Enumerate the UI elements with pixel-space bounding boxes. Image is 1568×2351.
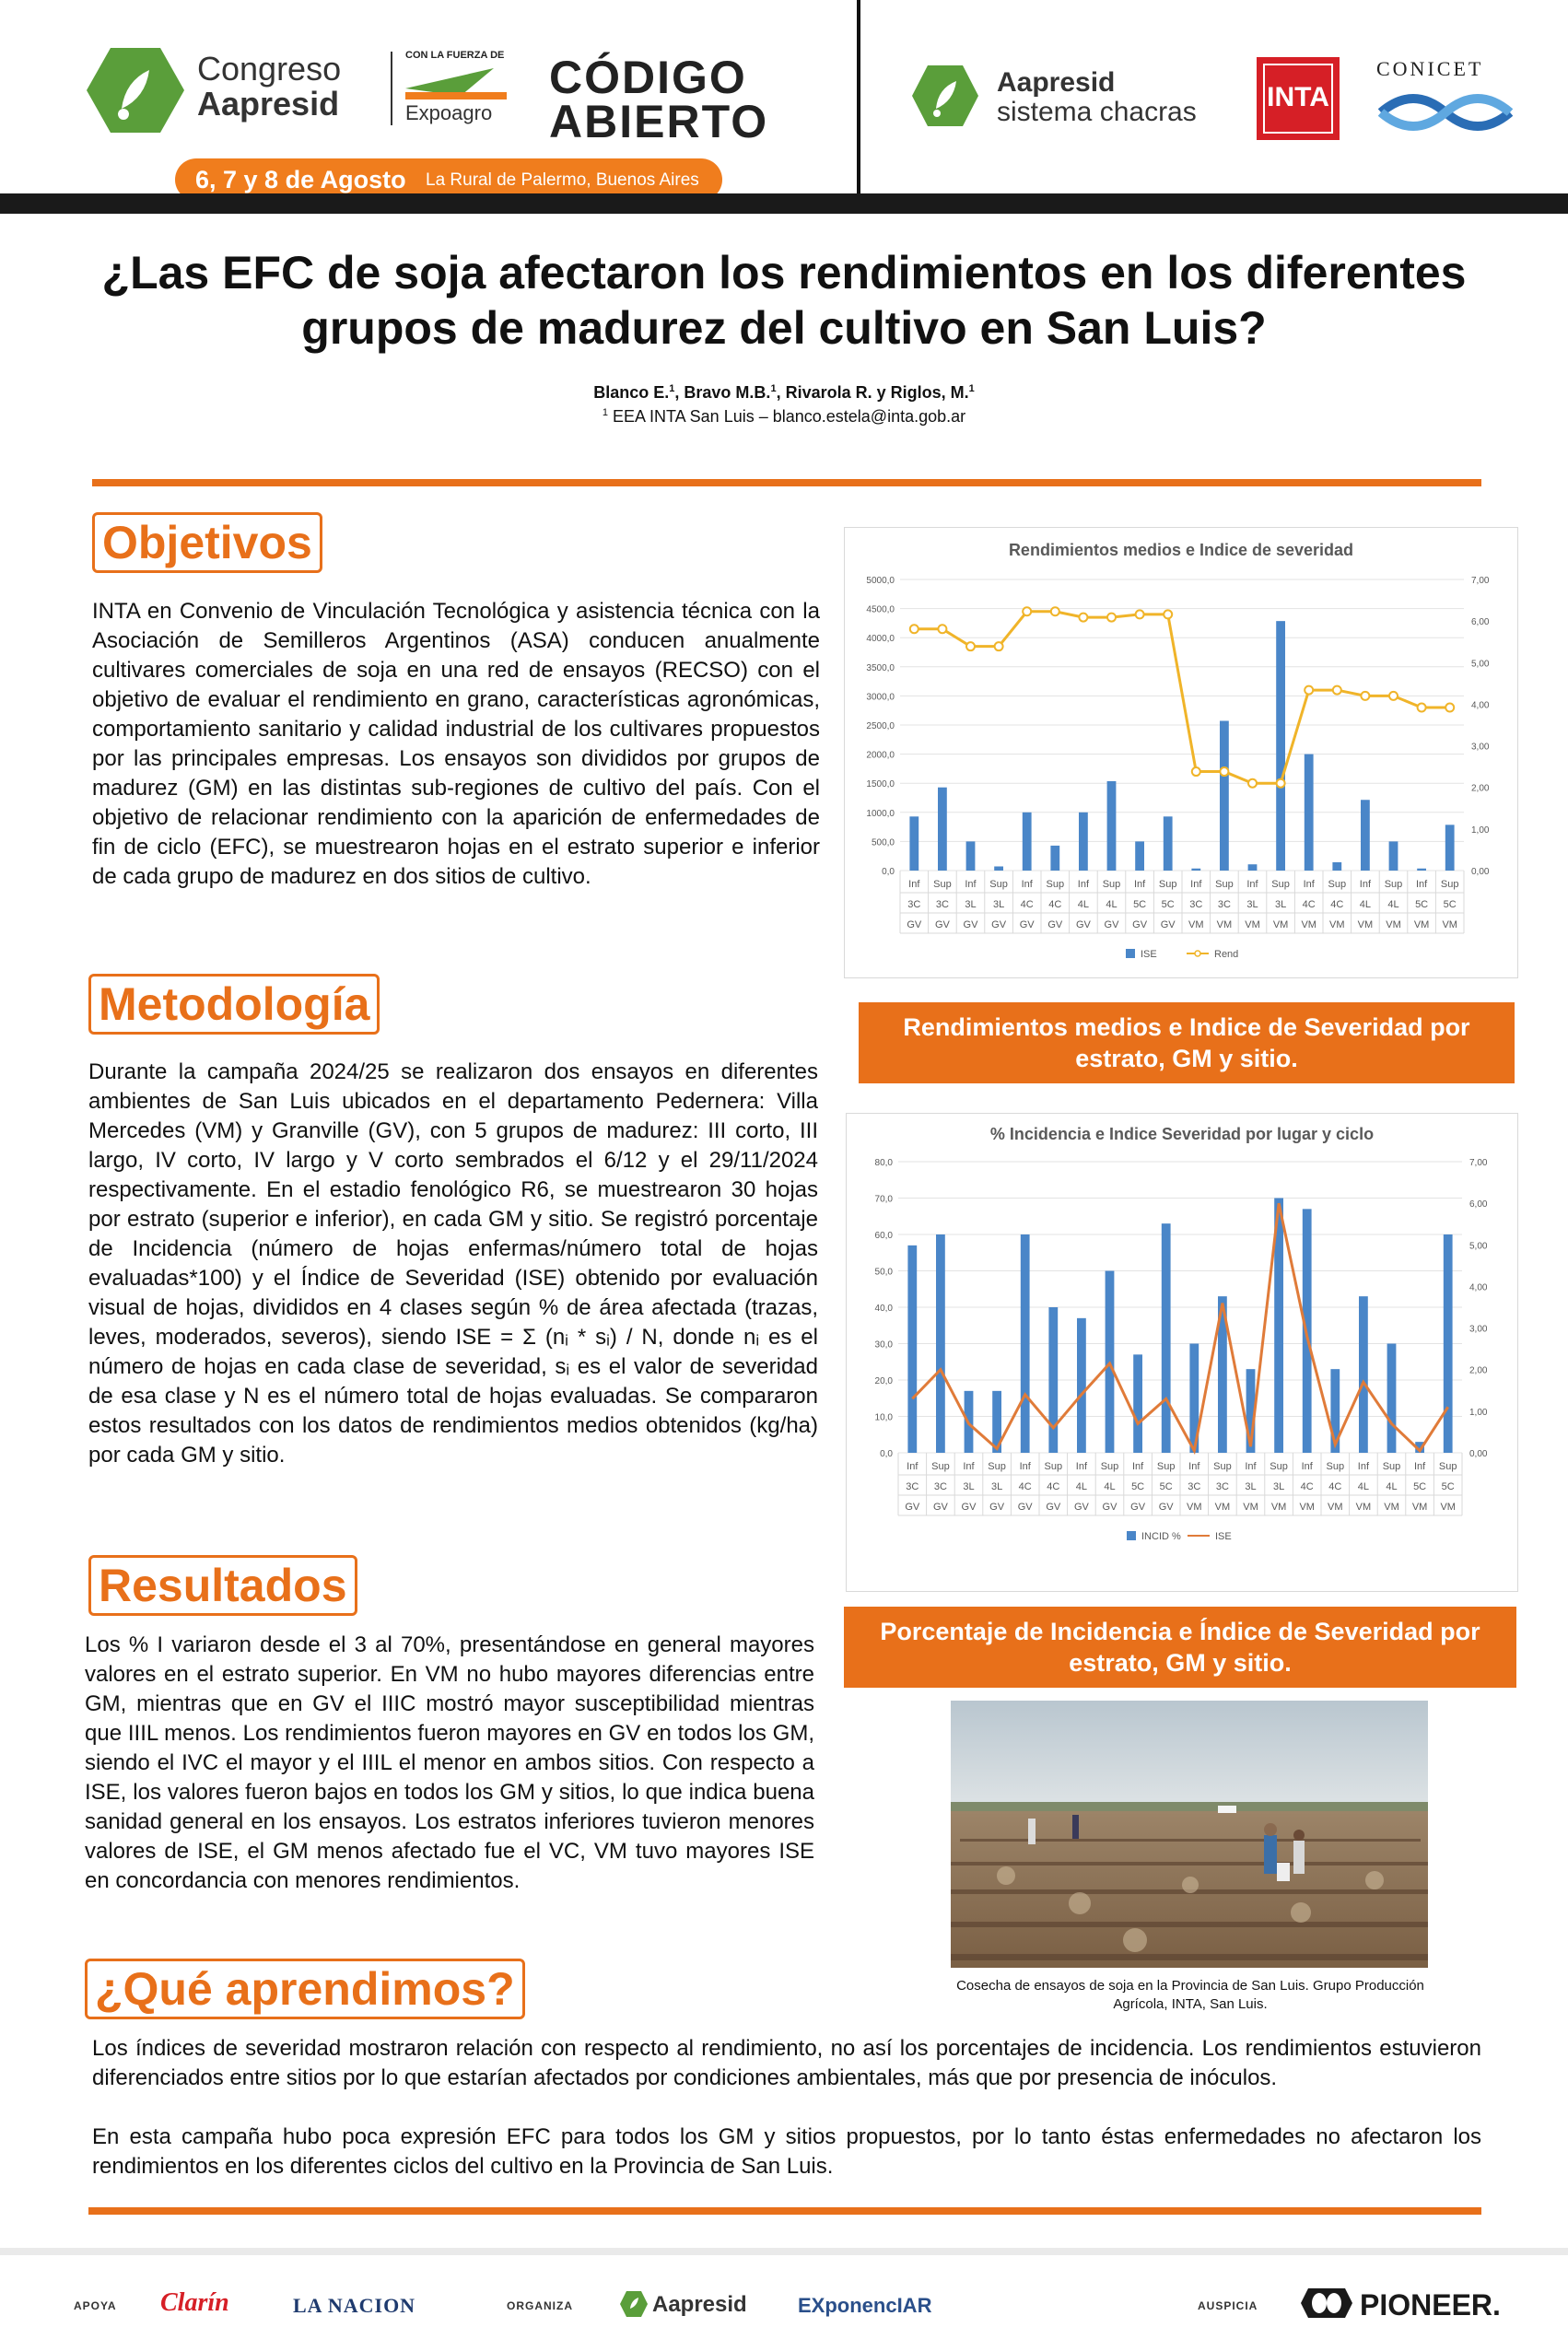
line-point-7 <box>1107 614 1116 622</box>
x-tick-label: Sup <box>1440 879 1459 890</box>
y-right-tick-label: 7,00 <box>1469 1158 1488 1168</box>
x-tick-label: 3L <box>990 1481 1003 1492</box>
header-separator <box>857 0 860 193</box>
que-aprendimos-text-2: En esta campaña hubo poca expresión EFC para todos los GM y sitios propuestos, por lo tanto éstas enfermedades no afectaron los rendimientos en los diferentes ciclos del cultivo en la Provincia de San Luis. <box>92 2124 1481 2179</box>
y-right-tick-label: 0,00 <box>1469 1449 1488 1459</box>
bar-19 <box>1445 825 1455 871</box>
y-left-tick-label: 30,0 <box>874 1339 893 1351</box>
x-tick-label: Sup <box>1326 1461 1345 1472</box>
y-right-tick-label: 5,00 <box>1471 659 1490 670</box>
inta-logo: INTA <box>1257 57 1340 140</box>
y-right-tick-label: 6,00 <box>1471 617 1490 628</box>
y-right-tick-label: 6,00 <box>1469 1199 1488 1211</box>
apoya-label: APOYA <box>74 2299 117 2312</box>
x-tick-label: 4L <box>1386 1481 1398 1492</box>
y-left-tick-label: 3500,0 <box>866 662 895 673</box>
x-tick-label: 4C <box>1302 899 1316 910</box>
x-tick-label: 5C <box>1159 1481 1173 1492</box>
x-tick-label: GV <box>932 1502 948 1513</box>
legend-bar-label: ISE <box>1141 949 1157 960</box>
x-tick-label: VM <box>1214 1502 1231 1513</box>
x-tick-label: GV <box>1132 919 1148 930</box>
x-tick-label: 4C <box>1300 1481 1314 1492</box>
x-tick-label: Sup <box>933 879 952 890</box>
y-right-tick-label: 1,00 <box>1469 1407 1488 1418</box>
x-tick-label: 3L <box>965 899 977 910</box>
metodologia-heading: Metodología <box>88 974 380 1035</box>
legend-line-marker <box>1195 951 1200 956</box>
bar-10 <box>1191 869 1200 871</box>
x-tick-label: GV <box>991 919 1007 930</box>
x-tick-label: GV <box>934 919 950 930</box>
y-left-tick-label: 80,0 <box>874 1158 893 1168</box>
x-tick-label: Inf <box>1246 879 1258 890</box>
y-left-tick-label: 40,0 <box>874 1304 893 1314</box>
y-left-tick-label: 70,0 <box>874 1194 893 1205</box>
bar-5 <box>1048 1307 1058 1453</box>
x-tick-label: 3C <box>1188 1481 1201 1492</box>
x-tick-label: Inf <box>1303 879 1315 890</box>
line-point-3 <box>995 642 1003 650</box>
congreso-aapresid-logo: Congreso Aapresid <box>197 50 342 123</box>
objetivos-text: INTA en Convenio de Vinculación Tecnológica y asistencia técnica con la Asociación de Semilleros Argentinos (ASA) conducen anualmente cultivares comerciales de soja en una red de ensayos (RECSO) con el objetivo de evaluar el rendimiento en grano, características agronómicas, comportamiento sanitario y calidad industrial de los cultivares propuestos por las principales empresas. Los ensayos son divididos por grupos de madurez (GM) en las distintas sub-regiones de cultivo del país. Con el objetivo de relacionar rendimiento con la aparición de enfermedades de fin de ciclo (EFC), se muestrearon hojas en el estrato superior e inferior de cada grupo de madurez en dos sitios de cultivo. <box>92 599 820 889</box>
x-tick-label: 3C <box>933 1481 947 1492</box>
x-tick-label: GV <box>1073 1502 1089 1513</box>
bar-0 <box>909 816 919 871</box>
bar-5 <box>1050 846 1059 871</box>
sistema-chacras-logo: Aapresid sistema chacras <box>997 67 1197 127</box>
x-tick-label: VM <box>1442 919 1457 930</box>
sponsors-footer <box>0 2248 1568 2351</box>
pioneer-logo: PIONEER. <box>1360 2288 1501 2322</box>
x-tick-label: Sup <box>1438 1461 1457 1472</box>
y-left-tick-label: 2500,0 <box>866 721 895 731</box>
x-tick-label: 3L <box>1274 899 1287 910</box>
incidencia-ise-chart <box>846 1113 1518 1592</box>
line-point-18 <box>1418 704 1426 712</box>
y-left-tick-label: 3000,0 <box>866 692 895 703</box>
poster-header <box>0 0 1568 214</box>
y-right-tick-label: 2,00 <box>1471 783 1490 794</box>
y-right-tick-label: 3,00 <box>1469 1324 1488 1335</box>
x-tick-label: Inf <box>1415 879 1428 890</box>
legend-bar-label: INCID % <box>1141 1531 1181 1542</box>
y-left-tick-label: 4500,0 <box>866 604 895 615</box>
aapresid-leaf-icon <box>85 44 186 136</box>
x-tick-label: Sup <box>1328 879 1347 890</box>
metodologia-text: Durante la campaña 2024/25 se realizaron dos ensayos en diferentes ambientes de San Luis ubicados en el departamento Pedernera: Villa Mercedes (VM) y Granville (GV), con 5 grupos de madurez: III corto, III largo, IV corto, IV largo y V corto sembrados el 6/12 y el 29/11/2024 respectivamente. En el estadio fenológico R6, se muestrearon 30 hojas por estrato (superior e inferior), en cada GM y sitio. Se registró porcentaje de Incidencia (número de hojas enfermas/número total de hojas evaluadas*100) y el Índice de Severidad (ISE) obtenido por evaluación visual de hojas, divididos en 4 clases según % de área afectada (trazas, leves, moderados, severos), siendo ISE = Σ (nᵢ * sᵢ) / N, donde nᵢ es el número de hojas en cada clase de severidad, sᵢ es el valor de severidad de esa clase y N es el número total de hojas evaluadas. Se compararon estos resultados con los datos de rendimientos medios obtenidos (kg/ha) por cada GM y sitio. <box>88 1059 818 1468</box>
x-tick-label: VM <box>1384 1502 1399 1513</box>
x-tick-label: GV <box>963 919 978 930</box>
x-tick-label: 4L <box>1359 899 1372 910</box>
x-tick-label: GV <box>1158 1502 1174 1513</box>
conicet-text: CONICET <box>1376 57 1484 80</box>
x-tick-label: GV <box>1160 919 1176 930</box>
legend-line-label: ISE <box>1215 1531 1232 1542</box>
x-tick-label: GV <box>1046 1502 1061 1513</box>
x-tick-label: VM <box>1187 1502 1202 1513</box>
bar-3 <box>994 866 1003 871</box>
x-tick-label: Inf <box>1077 879 1090 890</box>
x-tick-label: 5C <box>1441 1481 1455 1492</box>
line-point-9 <box>1164 610 1172 618</box>
event-venue: La Rural de Palermo, Buenos Aires <box>426 170 699 190</box>
legend-bar-swatch <box>1127 1531 1136 1540</box>
bar-14 <box>1305 754 1314 871</box>
x-tick-label: VM <box>1245 919 1260 930</box>
y-left-tick-label: 5000,0 <box>866 576 895 586</box>
x-tick-label: 4C <box>1018 1481 1032 1492</box>
x-tick-label: Inf <box>1357 1461 1370 1472</box>
y-left-tick-label: 60,0 <box>874 1231 893 1241</box>
line-point-11 <box>1220 767 1228 776</box>
x-tick-label: 3C <box>935 899 949 910</box>
line-point-12 <box>1248 779 1257 788</box>
logo-divider <box>391 52 392 125</box>
que-aprendimos-heading: ¿Qué aprendimos? <box>85 1959 525 2019</box>
x-tick-label: VM <box>1299 1502 1315 1513</box>
x-tick-label: Inf <box>907 1461 919 1472</box>
x-tick-label: Inf <box>1188 1461 1200 1472</box>
line-point-10 <box>1192 767 1200 776</box>
x-tick-label: GV <box>989 1502 1005 1513</box>
incidencia-ise-svg <box>847 1114 1517 1591</box>
x-tick-label: VM <box>1243 1502 1258 1513</box>
bar-12 <box>1248 864 1258 871</box>
la-nacion-logo: LA NACION <box>293 2294 416 2317</box>
exponenciar-logo: EXponencIAR <box>798 2294 932 2317</box>
x-tick-label: VM <box>1188 919 1204 930</box>
bar-6 <box>1079 813 1088 871</box>
event-date: 6, 7 y 8 de Agosto <box>195 166 406 193</box>
harvest-field-photo <box>951 1701 1428 1968</box>
line-point-0 <box>910 625 919 633</box>
bar-9 <box>1164 816 1173 871</box>
x-tick-label: GV <box>1102 1502 1117 1513</box>
x-tick-label: Inf <box>1301 1461 1313 1472</box>
x-tick-label: VM <box>1270 1502 1287 1513</box>
bar-1 <box>936 1234 945 1453</box>
x-tick-label: 3C <box>906 1481 919 1492</box>
x-tick-label: VM <box>1301 919 1316 930</box>
x-tick-label: Sup <box>931 1461 950 1472</box>
bar-19 <box>1444 1234 1453 1453</box>
line-point-19 <box>1445 704 1454 712</box>
line-point-2 <box>966 642 975 650</box>
x-tick-label: VM <box>1357 919 1374 930</box>
authors: Blanco E.$^1$, Bravo M.B.$^1$, Rivarola R. y Riglos, M.$^1$ <box>593 383 975 402</box>
line-point-5 <box>1051 607 1059 615</box>
affiliation: $^1$ EEA INTA San Luis – blanco.estela@inta.gob.ar <box>602 407 966 426</box>
bar-7 <box>1107 781 1117 871</box>
poster-title: ¿Las EFC de soja afectaron los rendimientos en los diferentes grupos de madurez del cultivo en San Luis? <box>101 247 1467 354</box>
rendimientos-ise-svg <box>845 528 1517 977</box>
legend-bar-swatch <box>1126 949 1135 958</box>
sistema-chacras-leaf-icon <box>910 63 980 129</box>
x-tick-label: 4L <box>1106 899 1117 910</box>
x-tick-label: Inf <box>1019 1461 1031 1472</box>
y-right-tick-label: 0,00 <box>1471 867 1490 877</box>
x-tick-label: Sup <box>1046 879 1065 890</box>
x-tick-label: 4C <box>1047 1481 1060 1492</box>
bar-2 <box>966 841 976 871</box>
x-tick-label: VM <box>1386 919 1401 930</box>
x-tick-label: Sup <box>989 879 1008 890</box>
bar-17 <box>1387 1344 1397 1454</box>
bar-11 <box>1220 720 1229 871</box>
title-divider <box>92 479 1481 486</box>
x-tick-label: 3C <box>1217 899 1231 910</box>
header-bottom-band <box>0 193 1568 214</box>
x-tick-label: Sup <box>1044 1461 1063 1472</box>
clarin-logo: Clarín <box>160 2288 229 2317</box>
bar-4 <box>1021 1234 1030 1453</box>
expoagro-text: Expoagro <box>405 101 493 124</box>
x-tick-label: GV <box>1019 919 1035 930</box>
x-tick-label: VM <box>1328 1502 1343 1513</box>
line-point-13 <box>1277 779 1285 788</box>
chart-title: Rendimientos medios e Indice de severidad <box>1008 541 1354 559</box>
x-tick-label: Inf <box>965 879 977 890</box>
bar-6 <box>1077 1318 1086 1453</box>
x-tick-label: Inf <box>1133 879 1146 890</box>
x-tick-label: VM <box>1411 1502 1428 1513</box>
bar-17 <box>1389 841 1398 871</box>
x-tick-label: VM <box>1272 919 1289 930</box>
bar-4 <box>1023 813 1032 871</box>
conicet-emblem-icon <box>1376 85 1515 138</box>
x-tick-label: Sup <box>1384 879 1403 890</box>
line-point-1 <box>938 625 946 633</box>
que-aprendimos-text-1: Los índices de severidad mostraron relación con respecto al rendimiento, no así los porcentajes de incidencia. Los rendimientos estuvieron diferenciados entre sitios por lo que estarían afectados por condiciones ambientales, más que por presencia de inóculos. <box>92 2036 1481 2090</box>
x-tick-label: Inf <box>908 879 920 890</box>
x-tick-label: Sup <box>988 1461 1006 1472</box>
y-right-tick-label: 4,00 <box>1471 700 1490 711</box>
y-right-tick-label: 2,00 <box>1469 1365 1488 1376</box>
x-tick-label: 3L <box>992 899 1005 910</box>
x-tick-label: GV <box>1130 1502 1146 1513</box>
x-tick-label: 5C <box>1161 899 1175 910</box>
x-tick-label: 3L <box>963 1481 975 1492</box>
x-tick-label: 3L <box>1245 1481 1257 1492</box>
bar-0 <box>907 1246 917 1453</box>
y-left-tick-label: 1500,0 <box>866 779 895 790</box>
y-right-tick-label: 3,00 <box>1471 742 1490 753</box>
line-point-16 <box>1361 692 1369 700</box>
x-tick-label: 4C <box>1328 1481 1342 1492</box>
bar-18 <box>1417 869 1426 871</box>
bar-13 <box>1276 621 1285 871</box>
x-tick-label: 4L <box>1387 899 1399 910</box>
line-point-6 <box>1079 614 1087 622</box>
y-left-tick-label: 1000,0 <box>866 808 895 819</box>
x-tick-label: VM <box>1440 1502 1456 1513</box>
x-tick-label: 5C <box>1131 1481 1145 1492</box>
y-left-tick-label: 20,0 <box>874 1376 893 1386</box>
x-tick-label: VM <box>1355 1502 1372 1513</box>
x-tick-label: Sup <box>1213 1461 1232 1472</box>
bar-1 <box>938 788 947 871</box>
bottom-divider <box>88 2207 1481 2215</box>
y-right-tick-label: 7,00 <box>1471 576 1490 586</box>
y-left-tick-label: 50,0 <box>874 1267 893 1278</box>
x-tick-label: 4L <box>1077 899 1090 910</box>
y-left-tick-label: 500,0 <box>871 837 895 848</box>
x-tick-label: 3C <box>1189 899 1203 910</box>
x-tick-label: VM <box>1329 919 1345 930</box>
x-tick-label: VM <box>1413 919 1430 930</box>
line-point-4 <box>1023 607 1031 615</box>
x-tick-label: Sup <box>1271 879 1290 890</box>
photo-caption: Cosecha de ensayos de soja en la Provincia de San Luis. Grupo Producción Agrícola, INTA, San Luis. <box>956 1978 1424 2012</box>
y-right-tick-label: 1,00 <box>1471 825 1490 836</box>
x-tick-label: Sup <box>1270 1461 1288 1472</box>
x-tick-label: 3L <box>1272 1481 1285 1492</box>
x-tick-label: GV <box>905 1502 920 1513</box>
pioneer-icon <box>1299 2287 1354 2320</box>
x-tick-label: Sup <box>1158 879 1177 890</box>
x-tick-label: Inf <box>1359 879 1372 890</box>
x-tick-label: 5C <box>1413 1481 1427 1492</box>
x-tick-label: Sup <box>1156 1461 1176 1472</box>
x-tick-label: 4C <box>1048 899 1062 910</box>
x-tick-label: 4L <box>1357 1481 1370 1492</box>
y-left-tick-label: 0,0 <box>882 867 895 877</box>
footer-aapresid-leaf-icon <box>619 2290 649 2318</box>
auspicia-label: AUSPICIA <box>1198 2299 1258 2312</box>
x-tick-label: GV <box>961 1502 977 1513</box>
bar-16 <box>1359 1296 1368 1453</box>
con-la-fuerza-text: CON LA FUERZA DE <box>405 50 505 61</box>
x-tick-label: 5C <box>1443 899 1457 910</box>
x-tick-label: Sup <box>1382 1461 1401 1472</box>
x-tick-label: Inf <box>1131 1461 1144 1472</box>
x-tick-label: 5C <box>1415 899 1429 910</box>
y-right-tick-label: 4,00 <box>1469 1282 1488 1293</box>
x-tick-label: Sup <box>1215 879 1234 890</box>
resultados-text: Los % I variaron desde el 3 al 70%, presentándose en general mayores valores en el estrato superior. En VM no hubo mayores diferencias entre GM, mientras que en GV el IIIC mostró mayor susceptibilidad mientras que IIIL menos. Los rendimientos fueron mayores en GV en todos los GM, siendo el IVC el mayor y el IIIL el menor en ambos sitios. Con respecto a ISE, los valores fueron bajos en todos los GM y sitios, lo que indica buena sanidad general en los ensayos. Los estratos inferiores tuvieron menores valores de ISE, el GM menos afectado fue el VC, VM tuvo mayores ISE en concordancia con menores rendimientos. <box>85 1632 814 1893</box>
chart2-caption: Porcentaje de Incidencia e Índice de Severidad por estrato, GM y sitio. <box>844 1607 1516 1688</box>
bar-8 <box>1135 841 1144 871</box>
x-tick-label: 4L <box>1104 1481 1116 1492</box>
bar-15 <box>1332 862 1341 871</box>
objetivos-heading: Objetivos <box>92 512 322 573</box>
line-point-17 <box>1389 692 1398 700</box>
x-tick-label: 3C <box>1215 1481 1229 1492</box>
y-right-tick-label: 5,00 <box>1469 1241 1488 1252</box>
x-tick-label: 4C <box>1330 899 1344 910</box>
x-tick-label: Inf <box>1190 879 1202 890</box>
x-tick-label: Inf <box>1413 1461 1426 1472</box>
expoagro-arrow-icon <box>405 64 507 101</box>
x-tick-label: Inf <box>1245 1461 1257 1472</box>
legend-line-label: Rend <box>1214 949 1239 960</box>
x-tick-label: GV <box>1104 919 1119 930</box>
organiza-label: ORGANIZA <box>507 2299 573 2312</box>
bar-8 <box>1133 1354 1142 1453</box>
x-tick-label: 4C <box>1020 899 1034 910</box>
x-tick-label: Sup <box>1102 879 1121 890</box>
bar-16 <box>1361 800 1370 871</box>
chart1-caption: Rendimientos medios e Indice de Severidad por estrato, GM y sitio. <box>859 1002 1515 1083</box>
chart-title: % Incidencia e Indice Severidad por lugar y ciclo <box>989 1125 1375 1143</box>
x-tick-label: Sup <box>1100 1461 1119 1472</box>
x-tick-label: Inf <box>1021 879 1033 890</box>
rendimientos-ise-chart <box>844 527 1518 978</box>
x-tick-label: GV <box>907 919 922 930</box>
resultados-heading: Resultados <box>88 1555 357 1616</box>
y-left-tick-label: 10,0 <box>874 1412 893 1423</box>
x-tick-label: GV <box>1075 919 1091 930</box>
x-tick-label: 3L <box>1246 899 1258 910</box>
x-tick-label: Inf <box>1075 1461 1088 1472</box>
x-tick-label: Inf <box>963 1461 975 1472</box>
y-left-tick-label: 0,0 <box>880 1449 893 1459</box>
line-point-15 <box>1333 686 1341 695</box>
x-tick-label: 3C <box>907 899 921 910</box>
x-tick-label: VM <box>1216 919 1233 930</box>
footer-aapresid-logo: Aapresid <box>652 2292 747 2317</box>
bar-9 <box>1162 1223 1171 1453</box>
soybean-field-illustration <box>951 1701 1428 1968</box>
y-left-tick-label: 2000,0 <box>866 750 895 761</box>
x-tick-label: GV <box>1017 1502 1033 1513</box>
codigo-abierto-logo: CÓDIGO ABIERTO <box>549 52 769 147</box>
x-tick-label: 5C <box>1133 899 1147 910</box>
footer-band <box>0 2248 1568 2255</box>
x-tick-label: 4L <box>1075 1481 1088 1492</box>
y-left-tick-label: 4000,0 <box>866 634 895 645</box>
line-point-8 <box>1136 610 1144 618</box>
x-tick-label: GV <box>1047 919 1063 930</box>
line-point-14 <box>1305 686 1313 695</box>
